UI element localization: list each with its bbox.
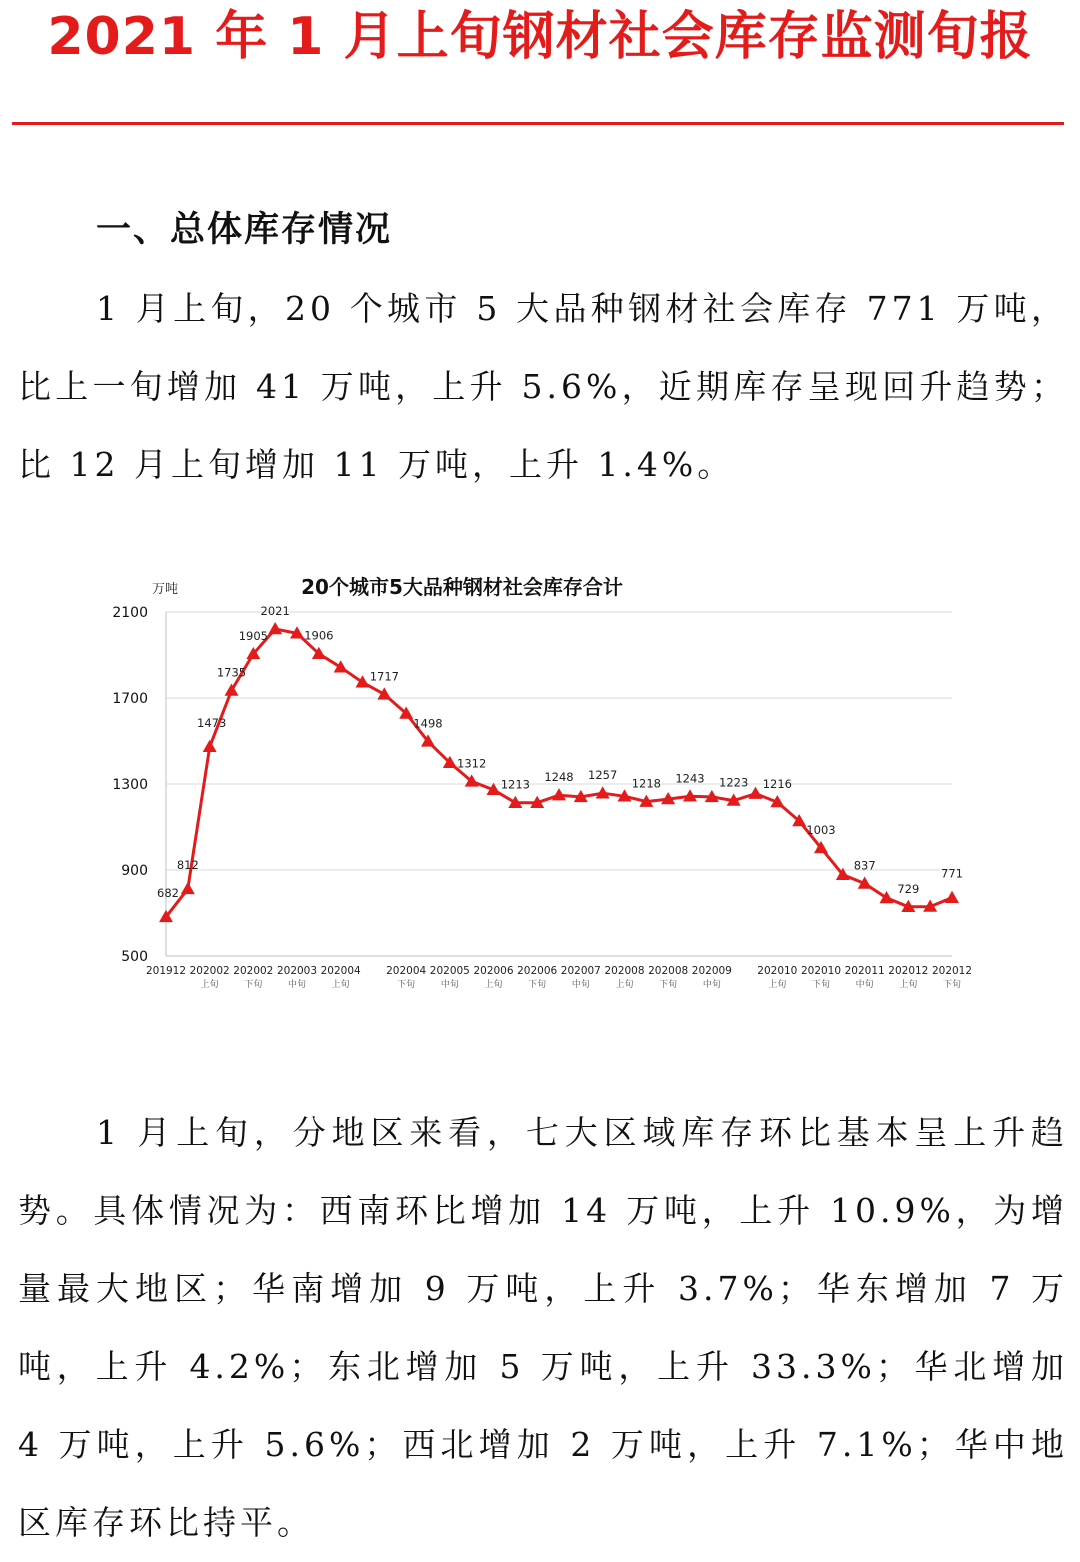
x-tick-sublabel: 下旬 xyxy=(397,980,416,990)
x-tick-sublabel: 下旬 xyxy=(528,980,547,990)
x-tick-sublabel: 下旬 xyxy=(811,980,831,990)
x-tick-sublabel: 下旬 xyxy=(659,980,678,990)
data-label: 1717 xyxy=(369,669,399,684)
y-tick-label: 900 xyxy=(121,863,148,879)
data-label-layer xyxy=(157,604,963,900)
data-label: 837 xyxy=(853,858,876,873)
data-label: 729 xyxy=(897,881,920,896)
report-title: 2021 年 1 月上旬钢材社会库存监测旬报 xyxy=(47,7,1033,67)
inventory-line-chart xyxy=(100,560,980,1000)
data-label: 682 xyxy=(157,885,179,900)
x-tick-label: 202012 xyxy=(931,965,973,977)
y-tick-label: 2100 xyxy=(112,605,148,621)
data-label: 1906 xyxy=(304,628,334,643)
data-label: 1473 xyxy=(197,715,227,730)
x-tick-label: 202002 xyxy=(189,965,230,977)
data-point-marker xyxy=(945,891,959,903)
data-label: 1243 xyxy=(675,771,705,786)
x-tick-label: 202011 xyxy=(844,965,885,977)
data-point-marker xyxy=(596,786,610,798)
inventory-summary-paragraph: 1 月上旬，20 个城市 5 大品种钢材社会库存 771 万吨，比上一旬增加 41 万吨，上升 5.6%，近期库存呈现回升趋势；比 12 月上旬增加 11 万吨，上升 1.4%。 xyxy=(18,289,1068,484)
data-point-marker xyxy=(268,622,282,634)
inventory-chart xyxy=(100,560,980,1000)
data-label: 771 xyxy=(941,866,963,881)
x-tick-label: 202002 xyxy=(233,965,274,977)
y-tick-label: 1300 xyxy=(112,777,148,793)
data-label: 1223 xyxy=(719,775,749,790)
data-label: 1735 xyxy=(216,665,247,680)
x-tick-label: 202008 xyxy=(604,965,645,977)
data-point-marker xyxy=(377,687,391,699)
x-tick-label: 202003 xyxy=(276,965,318,977)
data-label: 1257 xyxy=(588,768,618,783)
x-tick-label: 202010 xyxy=(757,965,798,977)
x-tick-label: 202005 xyxy=(429,965,470,977)
x-tick-label: 202006 xyxy=(473,965,514,977)
data-label: 1498 xyxy=(413,716,443,731)
x-tick-sublabel: 上旬 xyxy=(768,980,787,990)
x-tick-sublabel: 中旬 xyxy=(287,980,307,990)
data-label: 812 xyxy=(176,857,199,872)
data-point-marker xyxy=(225,683,239,695)
section-heading: 一、总体库存情况 xyxy=(96,210,393,250)
x-tick-label: 202012 xyxy=(888,965,929,977)
x-tick-sublabel: 下旬 xyxy=(244,980,263,990)
x-tick-label: 202008 xyxy=(648,965,689,977)
x-tick-label: 202006 xyxy=(517,965,558,977)
data-label: 1248 xyxy=(544,770,574,785)
x-tick-label: 202010 xyxy=(800,965,842,977)
data-point-marker xyxy=(334,660,348,672)
x-tick-sublabel: 中旬 xyxy=(571,980,590,990)
x-tick-label: 202007 xyxy=(560,965,601,977)
data-label: 1003 xyxy=(806,822,836,837)
data-label: 1312 xyxy=(457,756,487,771)
title-divider xyxy=(12,122,1064,125)
x-tick-sublabel: 中旬 xyxy=(702,980,721,990)
x-tick-sublabel: 上旬 xyxy=(615,980,634,990)
data-point-marker xyxy=(749,787,763,799)
data-point-marker xyxy=(203,740,217,752)
data-point-marker xyxy=(880,891,894,903)
x-tick-label: 202004 xyxy=(386,965,427,977)
x-tick-label: 202009 xyxy=(691,965,732,977)
x-tick-layer xyxy=(146,965,972,990)
data-label: 1216 xyxy=(762,777,792,792)
y-tick-label: 500 xyxy=(121,949,148,965)
data-label: 1213 xyxy=(500,777,530,792)
x-tick-sublabel: 上旬 xyxy=(484,980,503,990)
x-tick-sublabel: 下旬 xyxy=(942,980,962,990)
data-label: 2021 xyxy=(260,603,290,618)
y-axis-unit-label: 万吨 xyxy=(152,582,179,597)
x-tick-sublabel: 上旬 xyxy=(331,980,350,990)
y-tick-layer xyxy=(112,605,148,965)
data-point-marker xyxy=(181,882,195,894)
y-tick-label: 1700 xyxy=(112,691,148,707)
x-tick-label: 201912 xyxy=(145,965,187,977)
x-tick-sublabel: 上旬 xyxy=(899,980,918,990)
x-tick-sublabel: 中旬 xyxy=(855,980,874,990)
x-tick-label: 202004 xyxy=(320,965,361,977)
data-label: 1905 xyxy=(238,628,268,643)
x-tick-sublabel: 中旬 xyxy=(440,980,459,990)
x-tick-sublabel: 上旬 xyxy=(200,980,219,990)
regional-breakdown-paragraph: 1 月上旬，分地区来看，七大区域库存环比基本呈上升趋势。具体情况为：西南环比增加 14 万吨，上升 10.9%，为增量最大地区；华南增加 9 万吨，上升 3.7%；华东增加 7 万吨，上升 4.2%；东北增加 5 万吨，上升 33.3%；华北增加 4 万吨，上升 5.6%；西北增加 2 万吨，上升 7.1%；华中地区库存环比持平。 xyxy=(18,1113,1068,1542)
data-label: 1218 xyxy=(631,776,661,791)
chart-title: 20个城市5大品种钢材社会库存合计 xyxy=(301,575,623,599)
